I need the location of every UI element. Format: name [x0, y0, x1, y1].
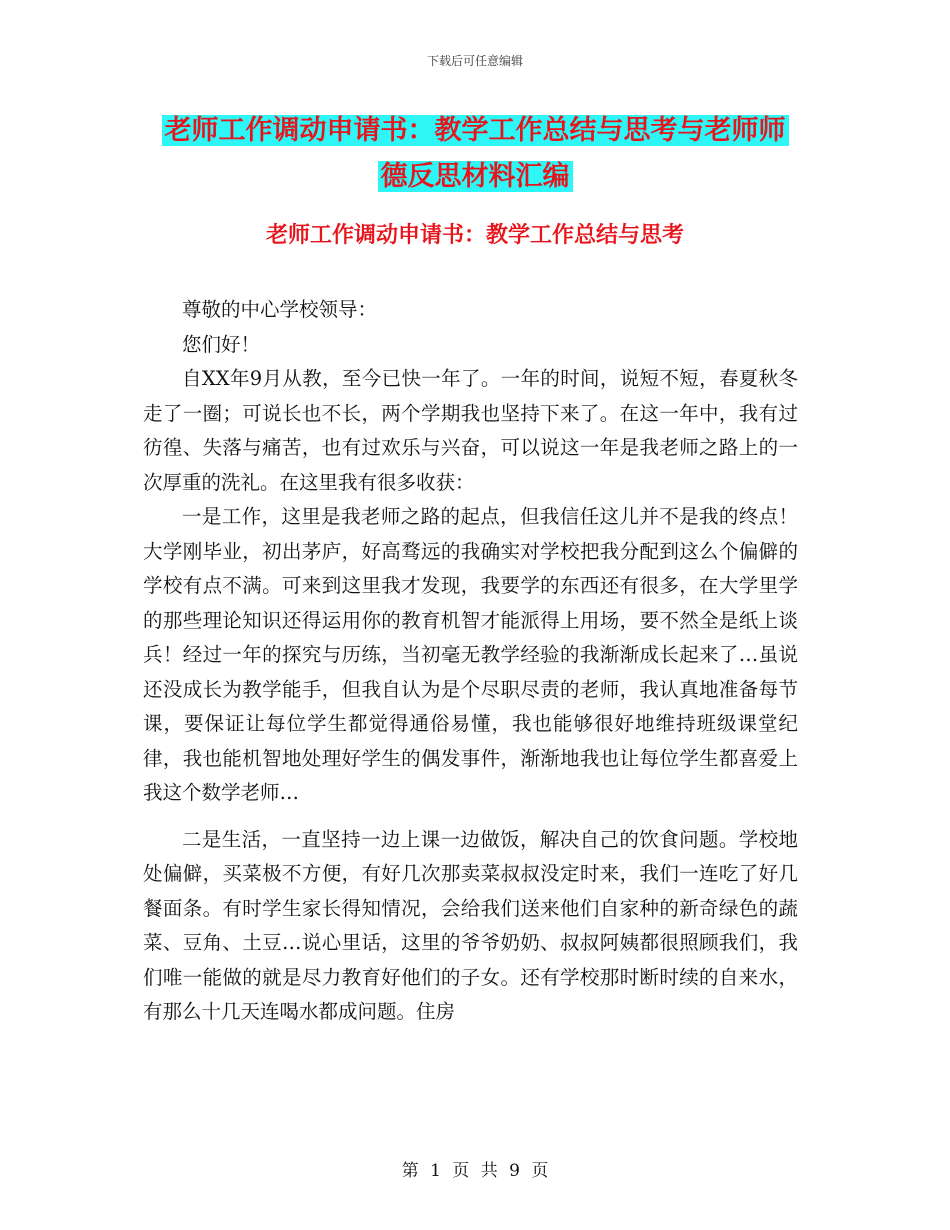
- document-title: [150, 108, 800, 200]
- page-indicator: 第 1 页 共 9 页: [401, 1161, 549, 1181]
- document-title-line-2: 德反思材料汇编: [378, 161, 573, 192]
- salutation: 尊敬的中心学校领导：: [182, 298, 378, 321]
- document-body: [143, 293, 798, 1030]
- paragraph-2: 一是工作，这里是我老师之路的起点，但我信任这儿并不是我的终点！大学刚毕业，初出茅庐，好高骛远的我确实对学校把我分配到这么个偏僻的学校有点不满。可来到这里我才发现，我要学的东西还有很多，在大学里学的那些理论知识还得运用你的教育机智才能派得上用场，要不然全是纸上谈兵！经过一年的探究与历练，当初毫无教学经验的我渐渐成长起来了…虽说还没成长为教学能手，但我自认为是个尽职尽责的老师，我认真地准备每节课，要保证让每位学生都觉得通俗易懂，我也能够很好地维持班级课堂纪律，我也能机智地处理好学生的偶发事件，渐渐地我也让每位学生都喜爱上我这个数学老师…: [143, 505, 798, 804]
- paragraph-1: 自XX年9月从教，至今已快一年了。一年的时间，说短不短，春夏秋冬走了一圈；可说长也不长，两个学期我也坚持下来了。在这一年中，我有过彷徨、失落与痛苦，也有过欢乐与兴奋，可以说这一年是我老师之路上的一次厚重的洗礼。在这里我有很多收获：: [143, 367, 798, 494]
- header-note: 下载后可任意编辑: [426, 54, 523, 68]
- section-title: 老师工作调动申请书：教学工作总结与思考: [265, 223, 684, 248]
- greeting: 您们好！: [182, 332, 261, 356]
- paragraph-3: 二是生活，一直坚持一边上课一边做饭，解决自己的饮食问题。学校地处偏僻，买菜极不方便，有好几次那卖菜叔叔没定时来，我们一连吃了好几餐面条。有时学生家长得知情况，会给我们送来他们自家种的新奇绿色的蔬菜、豆角、土豆…说心里话，这里的爷爷奶奶、叔叔阿姨都很照顾我们，我们唯一能做的就是尽力教育好他们的子女。还有学校那时断时续的自来水，有那么十几天连喝水都成问题。住房: [143, 827, 798, 1023]
- document-title-line-1: 老师工作调动申请书：教学工作总结与思考与老师师: [162, 115, 789, 146]
